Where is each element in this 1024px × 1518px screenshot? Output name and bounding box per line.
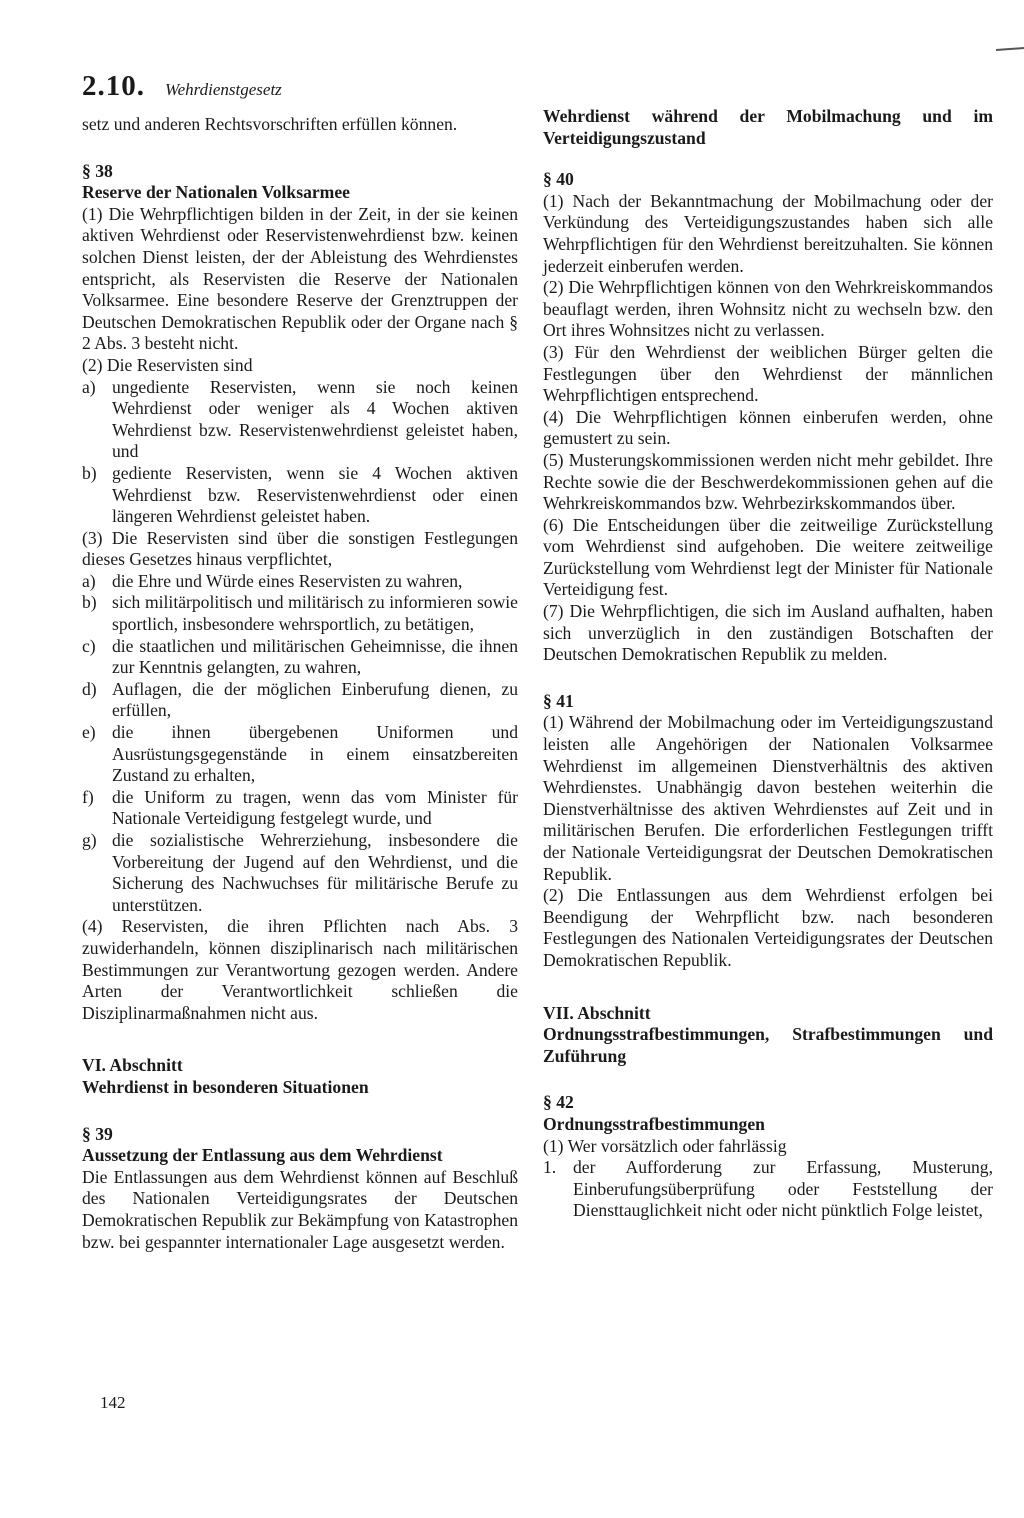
part-7-subheading: Ordnungsstrafbestimmungen, Strafbestimmungen und Zuführung (543, 1024, 993, 1066)
section-39-title: Aussetzung der Entlassung aus dem Wehrdienst (82, 1145, 443, 1166)
section-38-paragraph-2-intro: (2) Die Reservisten sind (82, 354, 253, 375)
list-item-text: gediente Reservisten, wenn sie 4 Wochen aktiven Wehrdienst bzw. Reservistenwehrdienst oder einen längeren Wehrdienst geleistet haben. (112, 462, 518, 527)
list-item (82, 830, 518, 916)
list-item (82, 377, 518, 463)
section-39-paragraph-1: Die Entlassungen aus dem Wehrdienst können auf Beschluß des Nationalen Verteidigungsrates der Deutschen Demokratischen Republik zur Bekämpfung von Katastrophen bzw. bei gespannter internationaler Lage ausgesetzt werden. (82, 1166, 518, 1252)
section-number: 2.10. (82, 70, 145, 102)
section-40-paragraph-6: (6) Die Entscheidungen über die zeitweilige Zurückstellung vom Wehrdienst sind aufgehoben. Die weitere zeitweilige Zurückstellung vom Wehrdienst legt der Minister für Nationale Verteidigung fest. (543, 514, 993, 600)
list-marker: f) (82, 786, 94, 807)
section-40-paragraph-1: (1) Nach der Bekanntmachung der Mobilmachung oder der Verkündung des Verteidigungszustandes haben sich alle Wehrpflichtigen für den Wehrdienst bereitzuhalten. Sie können jederzeit einberufen werden. (543, 190, 993, 276)
list-marker: e) (82, 722, 96, 743)
list-item-text: die Uniform zu tragen, wenn das vom Minister für Nationale Verteidigung festgelegt wurde, und (112, 786, 518, 829)
list-item-text: die ihnen übergebenen Uniformen und Ausrüstungsgegenstände in einem einsatzbereiten Zustand zu erhalten, (112, 722, 518, 786)
page-number: 142 (100, 1393, 126, 1412)
page-header (82, 70, 542, 110)
section-41-paragraph-1: (1) Während der Mobilmachung oder im Verteidigungszustand leisten alle Angehörigen der Nationalen Volksarmee Wehrdienst im allgemeinen Dienstverhältnis des aktiven Wehrdienstes. Unabhängig davon bestehen weiterhin die Dienstverhältnisse des aktiven Wehrdienstes auf Zeit und in militärischen Berufen. Die erforderlichen Festlegungen trifft der Nationale Verteidigungsrat der Deutschen Demokratischen Republik. (543, 712, 993, 884)
list-item-text: die staatlichen und militärischen Geheimnisse, die ihnen zur Kenntnis gelangten, zu wahren, (112, 635, 518, 678)
section-42-number: § 42 (543, 1092, 574, 1113)
list-marker: c) (82, 635, 96, 656)
scan-mark (996, 47, 1024, 51)
part-7-heading: VII. Abschnitt (543, 1002, 651, 1023)
list-item (82, 592, 518, 635)
section-40-paragraph-4: (4) Die Wehrpflichtigen können einberufen werden, ohne gemustert zu sein. (543, 406, 993, 449)
list-item (543, 1157, 993, 1222)
section-40-paragraph-3: (3) Für den Wehrdienst der weiblichen Bürger gelten die Festlegungen über den Wehrdienst der männlichen Wehrpflichtigen entsprechend. (543, 341, 993, 406)
list-marker: d) (82, 678, 97, 699)
list-marker: g) (82, 830, 97, 850)
list-item (82, 679, 518, 722)
running-title: Wehrdienstgesetz (165, 80, 282, 99)
list-item-text: die sozialistische Wehrerziehung, insbesondere die Vorbereitung der Jugend auf den Wehrdienst, und die Sicherung des Nachwuchses für militärische Berufe zu unterstützen. (112, 830, 518, 915)
list-marker: 1. (543, 1157, 557, 1178)
section-40-number: § 40 (543, 169, 574, 190)
right-column (543, 106, 993, 1222)
continuation-text: setz und anderen Rechtsvorschriften erfüllen können. (82, 114, 458, 134)
section-38-paragraph-4: (4) Reservisten, die ihren Pflichten nach Abs. 3 zuwiderhandeln, können disziplinarisch nach militärischen Bestimmungen zur Verantwortung gezogen werden. Andere Arten der Verantwortlichkeit schließen die Disziplinarmaßnahmen nicht aus. (82, 916, 518, 1023)
list-marker: b) (82, 462, 97, 483)
list-item-text: der Aufforderung zur Erfassung, Musterung, Einberufungsüberprüfung oder Feststellung der Diensttauglichkeit nicht oder nicht pünktlich Folge leistet, (573, 1157, 993, 1221)
section-40-paragraph-7: (7) Die Wehrpflichtigen, die sich im Ausland aufhalten, haben sich unverzüglich in den zuständigen Botschaften der Deutschen Demokratischen Republik zu melden. (543, 601, 993, 665)
list-item (82, 722, 518, 787)
section-42-paragraph-1-intro: (1) Wer vorsätzlich oder fahrlässig (543, 1135, 787, 1156)
list-item (82, 463, 518, 528)
list-item-text: sich militärpolitisch und militärisch zu informieren sowie sportlich, insbesondere wehrsportlich, zu betätigen, (112, 592, 518, 635)
left-column (82, 114, 518, 1253)
section-38-title: Reserve der Nationalen Volksarmee (82, 182, 350, 203)
section-38-paragraph-3-intro: (3) Die Reservisten sind über die sonstigen Festlegungen dieses Gesetzes hinaus verpflichtet, (82, 527, 518, 570)
section-41-number: § 41 (543, 690, 574, 711)
list-marker: a) (82, 376, 96, 397)
list-item (82, 636, 518, 679)
section-38-number: § 38 (82, 160, 113, 181)
part-6-heading: VI. Abschnitt (82, 1055, 183, 1076)
list-item-text: Auflagen, die der möglichen Einberufung dienen, zu erfüllen, (112, 678, 518, 721)
section-39-number: § 39 (82, 1123, 113, 1144)
section-40-paragraph-5: (5) Musterungskommissionen werden nicht mehr gebildet. Ihre Rechte sowie die der Beschwerdekommissionen gehen auf die Wehrkreiskommandos bzw. Wehrbezirkskommandos über. (543, 449, 993, 514)
mobilization-heading: Wehrdienst während der Mobilmachung und im Verteidigungszustand (543, 106, 993, 148)
list-marker: b) (82, 592, 97, 613)
section-40-paragraph-2: (2) Die Wehrpflichtigen können von den Wehrkreiskommandos beauflagt werden, ihren Wohnsitz nicht zu wechseln bzw. den Ort ihres Wohnsitzes nicht zu verlassen. (543, 277, 993, 341)
section-41-paragraph-2: (2) Die Entlassungen aus dem Wehrdienst erfolgen bei Beendigung der Wehrpflicht bzw. nach besonderen Festlegungen des Nationalen Verteidigungsrates der Deutschen Demokratischen Republik. (543, 885, 993, 970)
section-42-title: Ordnungsstrafbestimmungen (543, 1113, 765, 1134)
list-marker: a) (82, 570, 96, 591)
section-38-paragraph-1: (1) Die Wehrpflichtigen bilden in der Zeit, in der sie keinen aktiven Wehrdienst oder Reservistenwehrdienst bzw. keinen solchen Dienst leisten, der der Ableistung des Wehrdienstes entspricht, als Reservisten die Reserve der Nationalen Volksarmee. Eine besondere Reserve der Grenztruppen der Deutschen Demokratischen Republik oder der Organe nach § 2 Abs. 3 besteht nicht. (82, 203, 518, 354)
list-item-text: ungediente Reservisten, wenn sie noch keinen Wehrdienst oder weniger als 4 Wochen aktiven Wehrdienst bzw. Reservistenwehrdienst geleistet haben, und (112, 376, 518, 462)
list-item (82, 787, 518, 830)
part-6-subheading: Wehrdienst in besonderen Situationen (82, 1076, 369, 1097)
list-item (82, 571, 518, 593)
list-item-text: die Ehre und Würde eines Reservisten zu wahren, (112, 570, 463, 591)
